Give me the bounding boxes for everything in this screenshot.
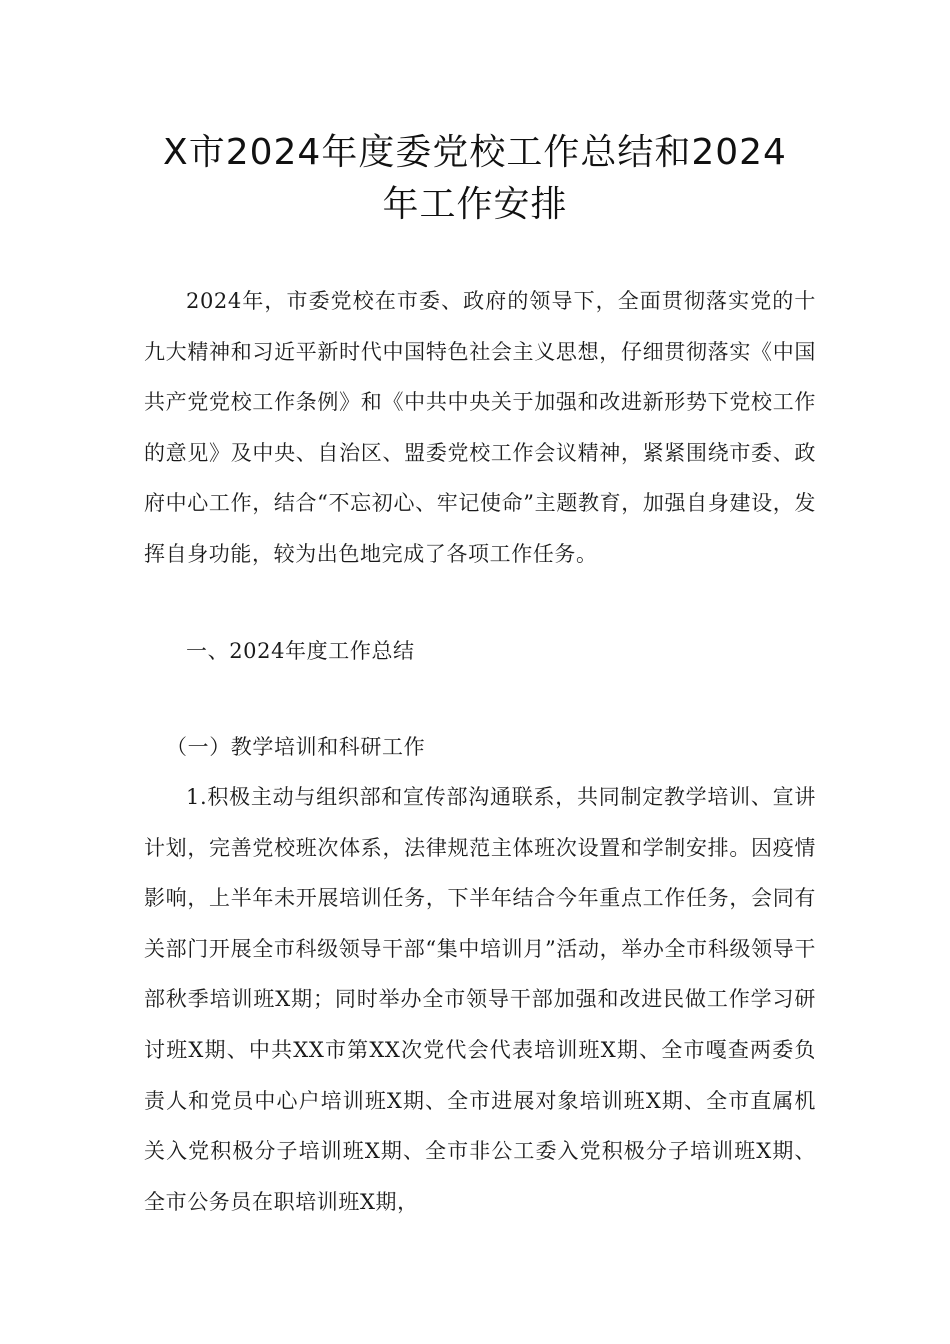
document-title-line-2: 年工作安排 (382, 184, 568, 225)
section-heading: 一、2024年度工作总结 (186, 639, 415, 663)
intro-paragraph: 2024年，市委党校在市委、政府的领导下，全面贯彻落实党的十九大精神和习近平新时代中国特色社会主义思想，仔细贯彻落实《中国共产党党校工作条例》和《中共中央关于加强和改进新形势下党校工作的意见》及中央、自治区、盟委党校工作会议精神，紧紧围绕市委、政府中心工作，结合“不忘初心、牢记使命”主题教育，加强自身建设，发挥自身功能，较为出色地完成了各项工作任务。 (144, 289, 816, 566)
item-paragraph: 1.积极主动与组织部和宣传部沟通联系，共同制定教学培训、宣讲计划，完善党校班次体系，法律规范主体班次设置和学制安排。因疫情影响，上半年未开展培训任务，下半年结合今年重点工作任务，会同有关部门开展全市科级领导干部“集中培训月”活动，举办全市科级领导干部秋季培训班X期；同时举办全市领导干部加强和改进民做工作学习研讨班X期、中共XX市第XX次党代会代表培训班X期、全市嘎查两委负责人和党员中心户培训班X期、全市进展对象培训班X期、全市直属机关入党积极分子培训班X期、全市非公工委入党积极分子培训班X期、全市公务员在职培训班X期， (144, 785, 816, 1214)
subsection-heading: （一）教学培训和科研工作 (166, 735, 426, 759)
document-title-line-1: X市2024年度委党校工作总结和2024 (163, 132, 787, 173)
